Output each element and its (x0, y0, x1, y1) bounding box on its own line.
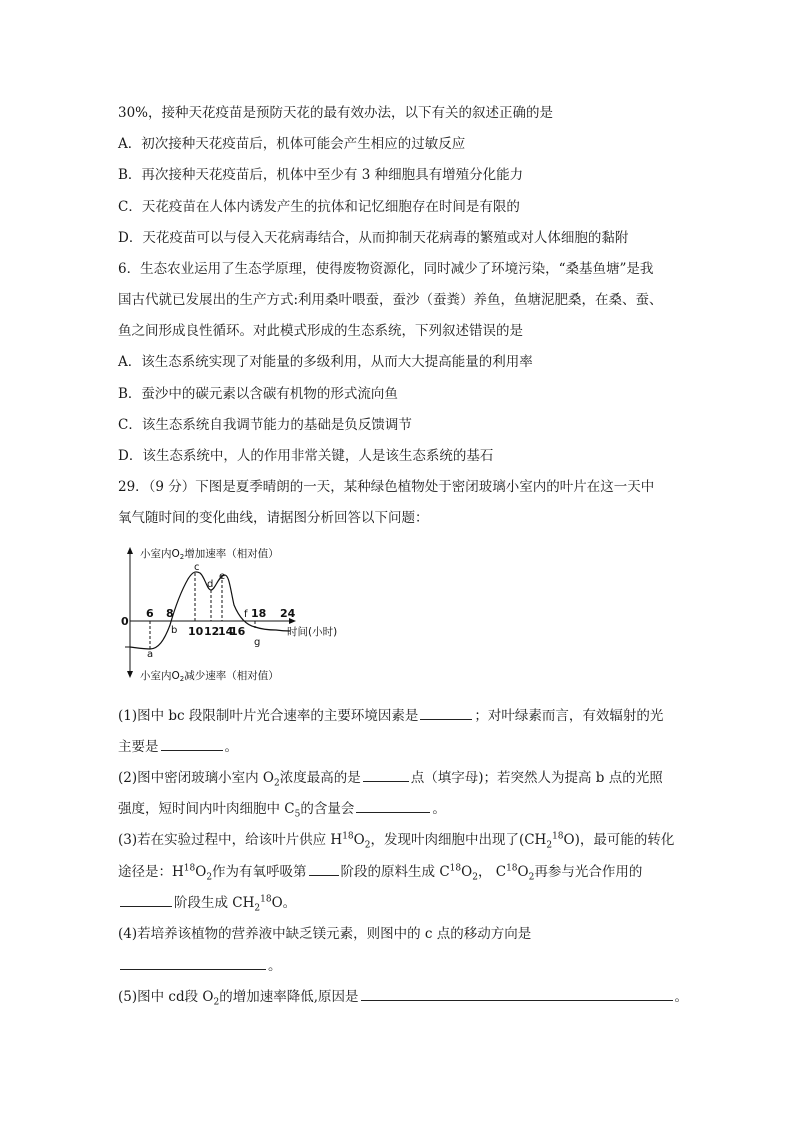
q6-stem-line-2: 国古代就已发展出的生产方式:利用桑叶喂蚕，蚕沙（蚕粪）养鱼，鱼塘泥肥桑，在桑、蚕、 (118, 292, 663, 308)
q29-part2-line-1: (2)图中密闭玻璃小室内 $O_2$浓度最高的是 点（填字母)；若突然人为提高 b 点的光照 (118, 770, 663, 789)
q5-option-a: A．初次接种天花疫苗后，机体可能会产生相应的过敏反应 (118, 136, 466, 152)
q29-stem-line-2: 氧气随时间的变化曲线，请据图分析回答以下问题： (118, 510, 429, 526)
tick-24: 24 (280, 607, 296, 620)
q29-part3-line-1: (3)若在实验过程中，给该叶片供应 $H^{18}O_2$，发现叶肉细胞中出现了$(CH_2^{18}O)$，最可能的转化 (118, 831, 675, 851)
answer-blank-5[interactable] (361, 987, 673, 1001)
q6-option-c: C．该生态系统自我调节能力的基础是负反馈调节 (118, 417, 412, 433)
q6-option-a: A．该生态系统实现了对能量的多级利用，从而大大提高能量的利用率 (118, 354, 533, 370)
q5-option-c: C．天花疫苗在人体内诱发产生的抗体和记忆细胞存在时间是有限的 (118, 199, 520, 215)
q29-part1-line-1: (1)图中 bc 段限制叶片光合速率的主要环境因素是 ；对叶绿素而言，有效辐射的光 (118, 708, 664, 724)
q6-stem-line-3: 鱼之间形成良性循环。对此模式形成的生态系统，下列叙述错误的是 (118, 323, 523, 339)
answer-blank-2a[interactable] (363, 768, 409, 782)
q5-option-d: D．天花疫苗可以与侵入天花病毒结合，从而抑制天花病毒的繁殖或对人体细胞的黏附 (118, 230, 629, 246)
q6-option-b: B．蚕沙中的碳元素以含碳有机物的形式流向鱼 (118, 386, 398, 402)
tick-6: 6 (146, 607, 154, 620)
q29-part4-line-2: 。 (118, 956, 282, 975)
q29-part1-line-2: 主要是 。 (118, 739, 238, 755)
x-axis-label: 时间(小时) (287, 626, 338, 638)
q29-stem-line-1: 29．（9 分）下图是夏季晴朗的一天，某种绿色植物处于密闭玻璃小室内的叶片在这一天中 (118, 479, 655, 495)
point-label-c: c (194, 562, 200, 573)
point-label-d: d (207, 579, 214, 590)
q29-part2-line-2: 强度，短时间内叶肉细胞中 $C_5$的含量会 。 (118, 801, 446, 820)
q6-stem-line-1: 6．生态农业运用了生态学原理，使得废物资源化，同时减少了环境污染，“桑基鱼塘”是我 (118, 261, 654, 277)
point-label-b: b (171, 625, 178, 636)
tick-18: 18 (251, 607, 267, 620)
q29-part3-line-2: 途径是：$H^{18}O_2$作为有氧呼吸第 阶段的原料生成 $C^{18}O_2$， $C^{18}O_2$再参与光合作用的 (118, 863, 643, 883)
point-label-g: g (254, 637, 261, 648)
answer-blank-3b[interactable] (120, 893, 172, 907)
tick-16: 16 (230, 625, 246, 638)
point-label-e: e (219, 571, 226, 582)
top-axis-label: 小室内O2增加速率（相对值） (140, 548, 279, 561)
q29-part5-line-1: (5)图中 cd段 $O_2$的增加速率降低,原因是 。 (118, 989, 689, 1008)
answer-blank-4[interactable] (120, 956, 266, 970)
y-axis-down-arrow-icon (127, 671, 133, 678)
tick-12: 12 (204, 625, 220, 638)
point-label-f: f (244, 609, 248, 620)
q5-option-b: B．再次接种天花疫苗后，机体中至少有 3 种细胞具有增殖分化能力 (118, 167, 524, 183)
tick-14: 14 (218, 625, 234, 638)
point-label-a: a (147, 649, 154, 660)
oxygen-rate-graph (118, 545, 368, 690)
q29-part3-line-3: 阶段生成 $CH_2^{18}O$。 (118, 893, 296, 912)
tick-10: 10 (188, 625, 204, 638)
answer-blank-2b[interactable] (356, 799, 430, 813)
tick-8: 8 (166, 607, 174, 620)
bottom-axis-label: 小室内O2减少速率（相对值） (140, 670, 279, 683)
q6-option-d: D．该生态系统中，人的作用非常关键，人是该生态系统的基石 (118, 448, 494, 464)
q29-part4-line-1: (4)若培养该植物的营养液中缺乏镁元素，则图中的 c 点的移动方向是 (118, 926, 532, 942)
answer-blank-1a[interactable] (420, 706, 472, 720)
y-axis-up-arrow-icon (127, 547, 133, 554)
answer-blank-3a[interactable] (309, 862, 339, 876)
q5-stem-continuation: 30%，接种天花疫苗是预防天花的最有效办法，以下有关的叙述正确的是 (118, 105, 554, 121)
answer-blank-1b[interactable] (161, 737, 223, 751)
origin-label: 0 (121, 615, 129, 628)
